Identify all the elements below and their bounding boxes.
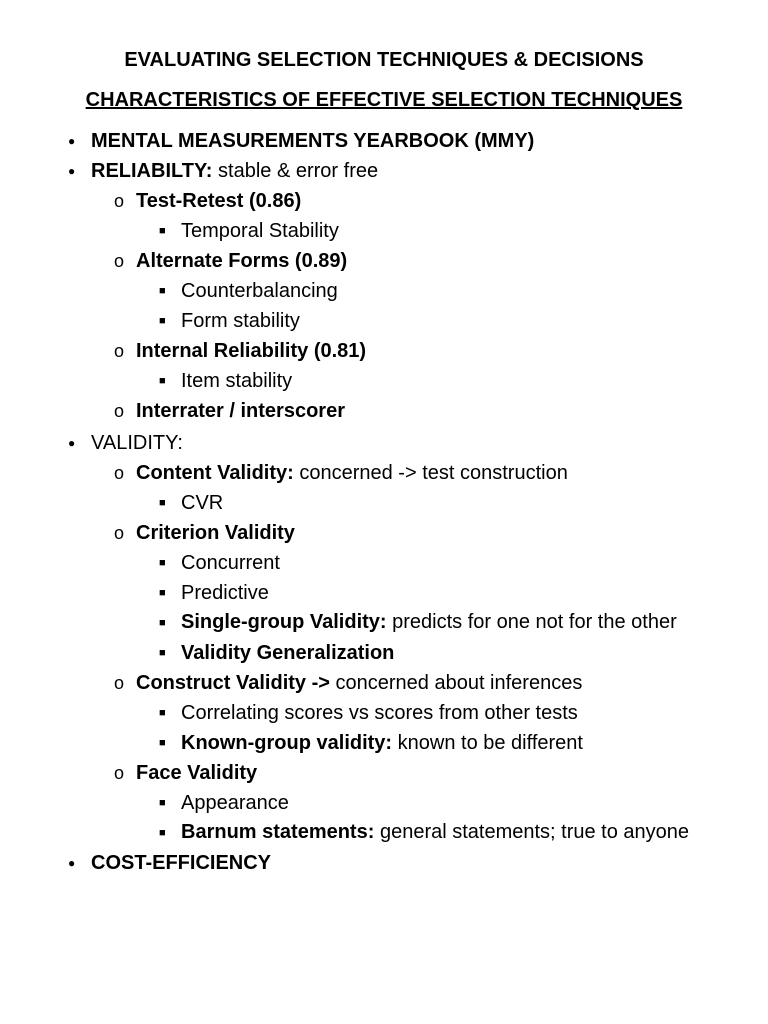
bullet-disc: ● (68, 134, 76, 148)
list-item-item-stability (0, 366, 768, 396)
bullet-disc: ● (68, 856, 76, 870)
list-item-internal-reliability (0, 336, 768, 366)
bullet-square: ■ (159, 497, 166, 509)
item-label: Validity Generalization (181, 642, 395, 664)
bullet-square: ■ (159, 285, 166, 297)
item-label: Face Validity (136, 762, 258, 784)
list-item-validity-generalization (0, 638, 768, 668)
bullet-disc: ● (68, 436, 76, 450)
list-item-alternate-forms (0, 246, 768, 276)
list-item-single-group-validity (0, 608, 768, 638)
list-item-concurrent (0, 548, 768, 578)
list-item-cost-efficiency (0, 848, 768, 878)
item-text: Counterbalancing (181, 280, 338, 302)
item-text: concerned -> test construction (293, 462, 568, 484)
list-item-appearance (0, 788, 768, 818)
bullet-disc: ● (68, 164, 76, 178)
item-text: known to be different (392, 732, 583, 754)
item-label: Known-group validity: (181, 732, 393, 754)
item-label: VALIDITY: (91, 432, 183, 454)
document-subtitle: CHARACTERISTICS OF EFFECTIVE SELECTION TECHNIQUES (85, 89, 683, 111)
item-label: Barnum statements: (181, 821, 375, 843)
document-title: EVALUATING SELECTION TECHNIQUES & DECISIONS (124, 49, 644, 71)
item-label: Test-Retest (0.86) (136, 190, 302, 212)
list-item-mmy (0, 126, 768, 156)
bullet-square: ■ (159, 707, 166, 719)
outline-list (0, 126, 768, 878)
bullet-square: ■ (159, 617, 166, 629)
list-item-criterion-validity (0, 518, 768, 548)
item-label: Construct Validity -> (136, 672, 330, 694)
item-label: Content Validity: (136, 462, 294, 484)
item-label: MENTAL MEASUREMENTS YEARBOOK (MMY) (91, 130, 535, 152)
item-text: Appearance (181, 792, 289, 814)
bullet-square: ■ (159, 797, 166, 809)
list-item-predictive (0, 578, 768, 608)
list-item-cvr (0, 488, 768, 518)
item-text: Form stability (181, 310, 300, 332)
bullet-circle: o (114, 673, 125, 693)
item-label: Single-group Validity: (181, 611, 387, 633)
list-item-validity (0, 428, 768, 458)
item-text: concerned about inferences (329, 672, 583, 694)
bullet-square: ■ (159, 827, 166, 839)
list-item-reliability (0, 156, 768, 186)
bullet-square: ■ (159, 647, 166, 659)
item-label: RELIABILTY: (91, 160, 213, 182)
item-label: Interrater / interscorer (136, 400, 345, 422)
list-item-content-validity (0, 458, 768, 488)
item-label: Internal Reliability (0.81) (136, 340, 367, 362)
list-item-construct-validity (0, 668, 768, 698)
bullet-square: ■ (159, 737, 166, 749)
list-item-known-group-validity (0, 728, 768, 758)
list-item-counterbalancing (0, 276, 768, 306)
item-text: stable & error free (212, 160, 379, 182)
bullet-square: ■ (159, 315, 166, 327)
bullet-square: ■ (159, 557, 166, 569)
item-text: predicts for one not for the other (386, 611, 677, 633)
bullet-circle: o (114, 191, 125, 211)
bullet-square: ■ (159, 587, 166, 599)
item-label: Criterion Validity (136, 522, 295, 544)
bullet-circle: o (114, 341, 125, 361)
bullet-circle: o (114, 523, 125, 543)
bullet-square: ■ (159, 375, 166, 387)
item-label: Alternate Forms (0.89) (136, 250, 348, 272)
bullet-circle: o (114, 463, 125, 483)
list-item-face-validity (0, 758, 768, 788)
list-item-barnum-statements (0, 818, 768, 848)
item-text: Concurrent (181, 552, 280, 574)
item-text: Item stability (181, 370, 293, 392)
item-text: general statements; true to anyone (374, 821, 690, 843)
item-text: Temporal Stability (181, 220, 339, 242)
item-label: COST-EFFICIENCY (91, 852, 272, 874)
bullet-square: ■ (159, 225, 166, 237)
item-text: Predictive (181, 582, 269, 604)
bullet-circle: o (114, 251, 125, 271)
bullet-circle: o (114, 401, 125, 421)
bullet-circle: o (114, 763, 125, 783)
list-item-form-stability (0, 306, 768, 336)
list-item-test-retest (0, 186, 768, 216)
list-item-correlating-scores (0, 698, 768, 728)
list-item-temporal-stability (0, 216, 768, 246)
item-text: CVR (181, 492, 224, 514)
list-item-interrater (0, 396, 768, 426)
item-text: Correlating scores vs scores from other tests (181, 702, 578, 724)
